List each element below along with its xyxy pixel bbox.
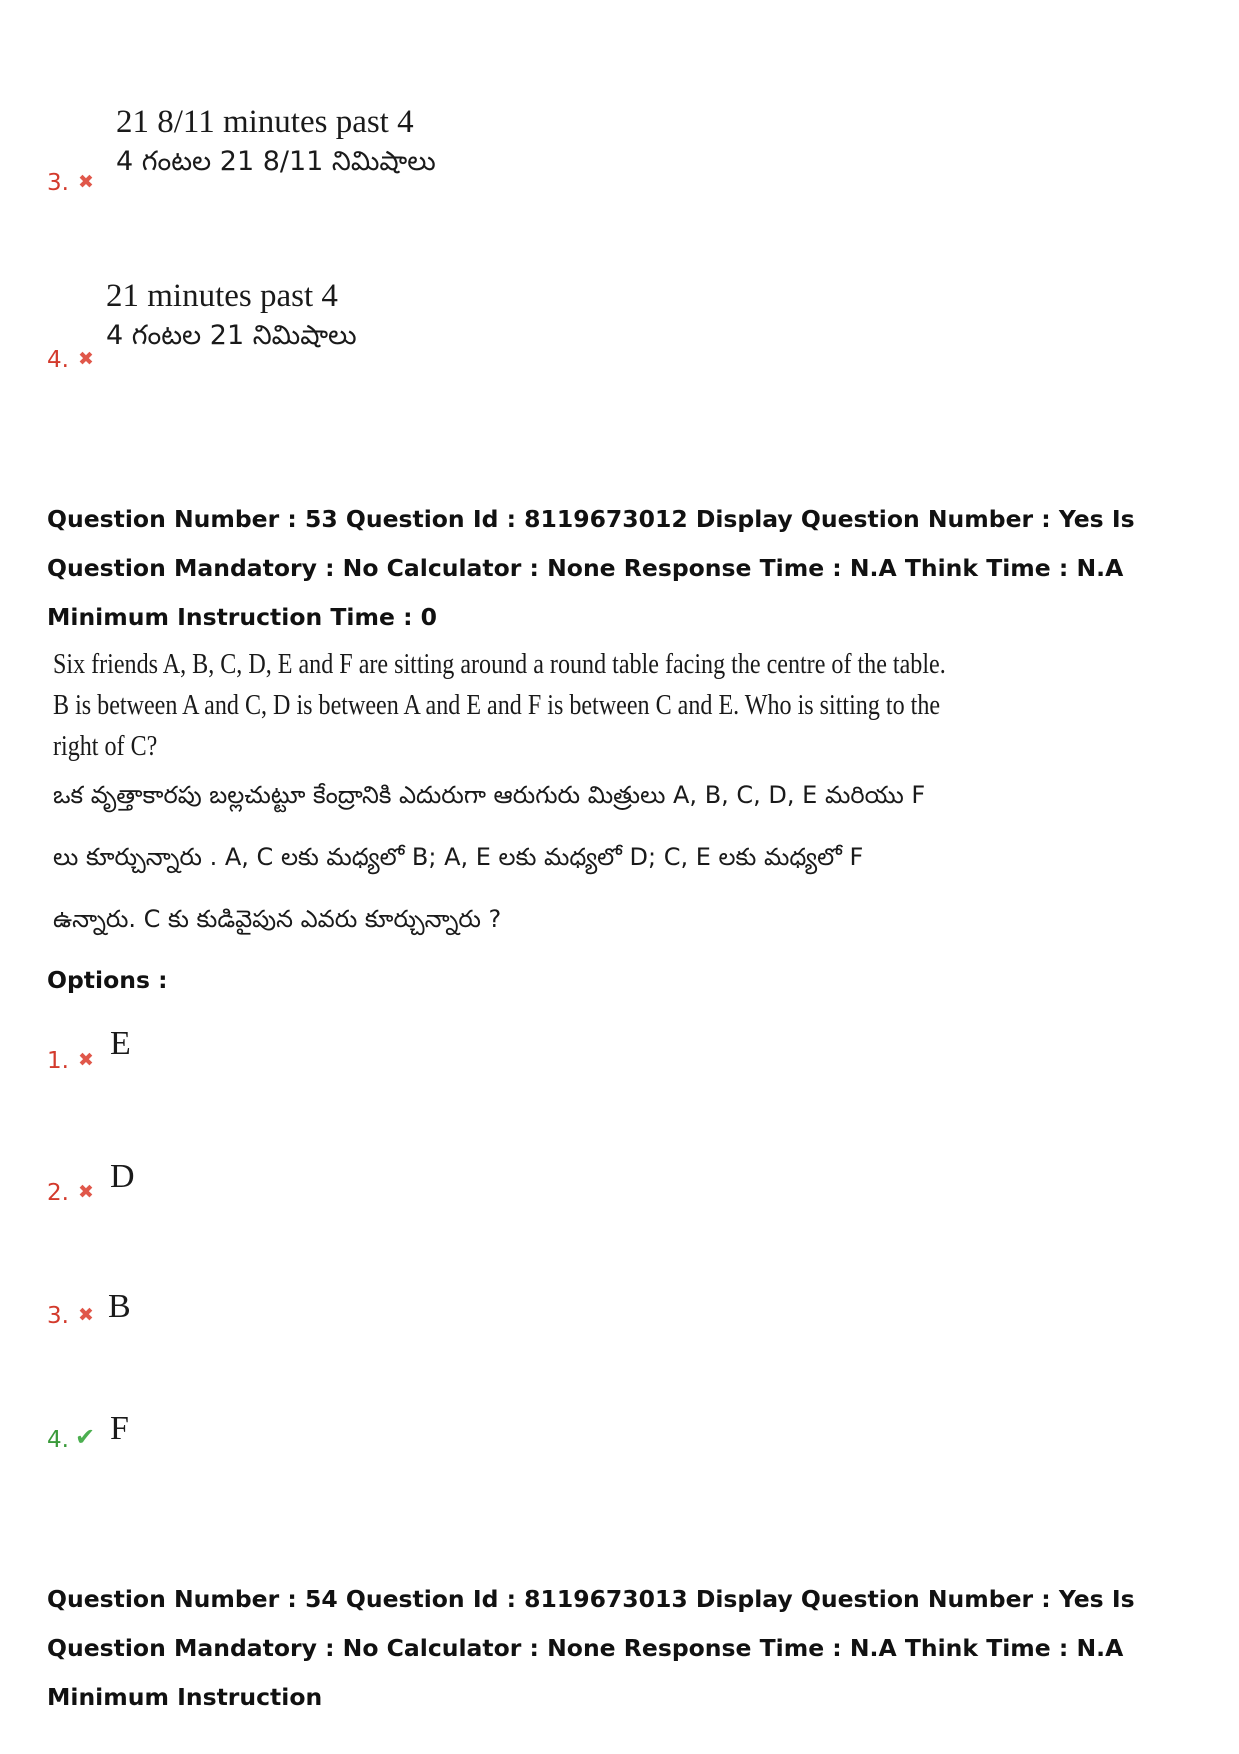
prev-option-4-english: 21 minutes past 4 xyxy=(106,278,338,314)
question-54-meta: Question Number : 54 Question Id : 8119673013 Display Question Number : Yes Is Question Mandatory : No Calculator : None Response Time : N.A Think Time : N.A Minimum Instruction xyxy=(47,1585,1135,1711)
prev-option-3-english: 21 8/11 minutes past 4 xyxy=(116,104,414,140)
q53-option-3-number: 3. xyxy=(47,1303,69,1329)
q53-option-1-number: 1. xyxy=(47,1048,69,1074)
q53-option-2-number: 2. xyxy=(47,1180,69,1206)
cross-icon: ✖ xyxy=(78,348,94,370)
cross-icon: ✖ xyxy=(78,1181,94,1203)
question-53-text-telugu: ఒక వృత్తాకారపు బల్లచుట్టూ కేంద్రానికి ఎదురుగా ఆరుగురు మిత్రులు A, B, C, D, E మరియు F లు కూర్చున్నారు . A, C లకు మధ్యలో B; A, E లకు మధ్యలో D; C, E లకు మధ్యలో F ఉన్నారు. C కు కుడివైపున ఎవరు కూర్చున్నారు ? xyxy=(53,781,926,933)
q53-option-1-text: E xyxy=(110,1025,131,1062)
options-label: Options : xyxy=(47,966,168,994)
q53-option-4-text: F xyxy=(110,1410,129,1447)
cross-icon: ✖ xyxy=(78,171,94,193)
prev-option-4-telugu: 4 గంటల 21 నిమిషాలు xyxy=(106,320,357,351)
prev-option-4-number: 4. xyxy=(47,347,69,373)
q53-option-4-number: 4. xyxy=(47,1427,69,1453)
question-53-meta: Question Number : 53 Question Id : 8119673012 Display Question Number : Yes Is Question Mandatory : No Calculator : None Response Time : N.A Think Time : N.A Minimum Instruction Time : 0 xyxy=(47,505,1135,631)
q53-option-2-text: D xyxy=(110,1158,135,1195)
check-icon: ✔ xyxy=(75,1423,96,1451)
cross-icon: ✖ xyxy=(78,1049,94,1071)
q53-option-3-text: B xyxy=(108,1288,131,1325)
cross-icon: ✖ xyxy=(78,1304,94,1326)
question-53-text-english: Six friends A, B, C, D, E and F are sitting around a round table facing the centre of the table. B is between A and C, D is between A and E and F is between C and E. Who is sitting to the right of C? xyxy=(53,649,946,762)
prev-option-3-number: 3. xyxy=(47,170,69,196)
prev-option-3-telugu: 4 గంటల 21 8/11 నిమిషాలు xyxy=(116,146,436,177)
